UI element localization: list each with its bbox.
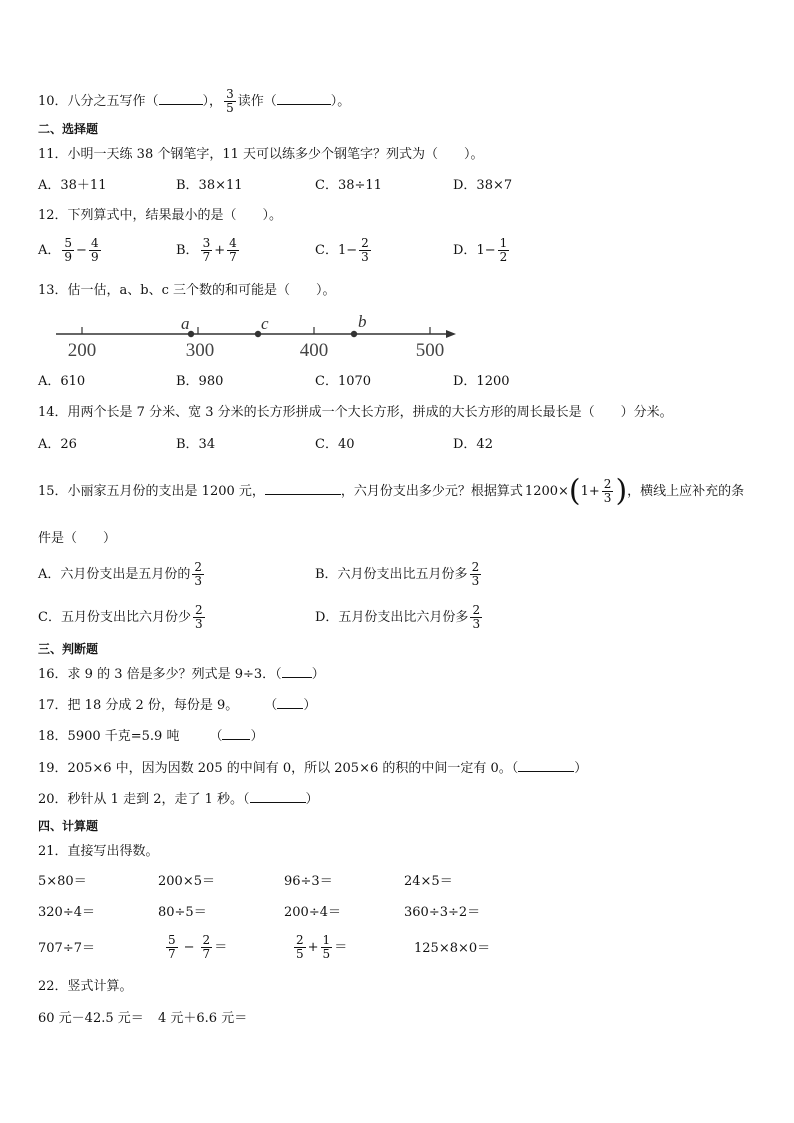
calc-item: $\frac{2}{5}$ + $\frac{1}{5}$ ＝ <box>296 933 348 961</box>
question-15-stem-cont: 件是（ ） <box>38 531 117 546</box>
fraction: $\frac{3}{5}$ <box>226 87 234 115</box>
fraction: $\frac{2}{5}$ <box>296 933 304 961</box>
calc-item: 707÷7＝ <box>38 941 95 956</box>
question-11-stem: 11．小明一天练 38 个钢笔字，11 天可以练多少个钢笔字？列式为（ ）。 <box>38 147 484 162</box>
section-heading: 二、选择题 <box>38 122 99 136</box>
question-19: 19．205×6 中，因为因数 205 的中间有 0，所以 205×6 的积的中间一定有 0。（ ） <box>38 761 588 776</box>
answer-blank[interactable] <box>282 665 312 678</box>
option-d[interactable]: D．五月份支出比六月份多 $\frac{2}{3}$ <box>315 603 481 631</box>
question-16: 16．求 9 的 3 倍是多少？列式是 9÷3．（ ） <box>38 667 325 682</box>
question-20: 20．秒针从 1 走到 2，走了 1 秒。（ ） <box>38 792 319 807</box>
option-d[interactable]: D．1200 <box>453 374 510 389</box>
answer-blank[interactable] <box>159 92 203 105</box>
option-b[interactable]: B． $\frac{3}{7}$ + $\frac{4}{7}$ <box>176 236 237 264</box>
option-a[interactable]: A．六月份支出是五月份的 $\frac{2}{3}$ <box>38 560 203 588</box>
option-c[interactable]: C．38÷11 <box>315 178 382 193</box>
question-12-stem: 12．下列算式中，结果最小的是（ ）。 <box>38 208 283 223</box>
fraction: $\frac{2}{3}$ <box>603 477 612 505</box>
option-d[interactable]: D．1− $\frac{1}{2}$ <box>453 236 508 264</box>
fraction: $\frac{4}{9}$ <box>90 236 99 264</box>
fraction: $\frac{4}{7}$ <box>229 236 237 264</box>
number-line <box>50 310 460 362</box>
tick-label: 500 <box>415 340 445 361</box>
option-b[interactable]: B．38×11 <box>176 178 243 193</box>
point-label: c <box>261 314 269 333</box>
option-d[interactable]: D．42 <box>453 437 493 452</box>
calc-item: 60 元－42.5 元＝ <box>38 1011 144 1026</box>
answer-blank[interactable] <box>277 92 331 105</box>
fraction: $\frac{2}{3}$ <box>194 560 203 588</box>
question-21-stem: 21．直接写出得数。 <box>38 844 159 859</box>
option-a[interactable]: A．610 <box>38 374 86 389</box>
option-c[interactable]: C．1− $\frac{2}{3}$ <box>315 236 369 264</box>
answer-blank[interactable] <box>277 696 303 709</box>
question-10: 10．八分之五写作（ ）， $\frac{3}{5}$ 读作（ ）。 <box>38 87 351 115</box>
answer-blank[interactable] <box>265 482 341 495</box>
option-b[interactable]: B．六月份支出比五月份多 $\frac{2}{3}$ <box>315 560 480 588</box>
fraction: $\frac{2}{3}$ <box>472 603 481 631</box>
option-a[interactable]: A．26 <box>38 437 77 452</box>
fraction: $\frac{1}{5}$ <box>322 933 331 961</box>
option-c[interactable]: C．1070 <box>315 374 372 389</box>
fraction: $\frac{2}{7}$ <box>202 933 211 961</box>
fraction: $\frac{3}{7}$ <box>202 236 211 264</box>
calc-item: 80÷5＝ <box>158 905 207 920</box>
tick-label: 400 <box>299 340 329 361</box>
question-14-stem: 14．用两个长是 7 分米、宽 3 分米的长方形拼成一个大长方形，拼成的大长方形的周长最长是（ ）分米。 <box>38 405 673 420</box>
option-b[interactable]: B．980 <box>176 374 224 389</box>
question-15-stem: 15．小丽家五月份的支出是 1200 元， ，六月份支出多少元？根据算式 1200×(1+ $\frac{2}{3}$ )，横线上应补充的条 <box>38 473 745 509</box>
point-label: b <box>358 312 367 331</box>
point-label: a <box>181 314 190 333</box>
option-a[interactable]: A． $\frac{5}{9}$ − $\frac{4}{9}$ <box>38 236 99 264</box>
calc-item: 4 元＋6.6 元＝ <box>158 1011 248 1026</box>
fraction: $\frac{1}{2}$ <box>499 236 508 264</box>
calc-item: 320÷4＝ <box>38 905 95 920</box>
calc-item: 200×5＝ <box>158 874 215 889</box>
option-d[interactable]: D．38×7 <box>453 178 513 193</box>
calc-item: 24×5＝ <box>404 874 453 889</box>
fraction: $\frac{5}{7}$ <box>168 933 176 961</box>
option-c[interactable]: C．40 <box>315 437 355 452</box>
q10-text-a: 10．八分之五写作（ <box>38 94 159 109</box>
question-18: 18．5900 千克=5.9 吨 （ ） <box>38 729 264 744</box>
option-a[interactable]: A．38＋11 <box>38 178 107 193</box>
tick-label: 300 <box>185 340 215 361</box>
fraction: $\frac{2}{3}$ <box>471 560 480 588</box>
question-17: 17．把 18 分成 2 份，每份是 9。 （ ） <box>38 698 317 713</box>
tick-label: 200 <box>67 340 97 361</box>
section-heading: 四、计算题 <box>38 819 99 833</box>
section-heading: 三、判断题 <box>38 642 99 656</box>
question-22-stem: 22．竖式计算。 <box>38 979 133 994</box>
question-13-stem: 13．估一估，a、b、c 三个数的和可能是（ ）。 <box>38 283 336 298</box>
fraction: $\frac{5}{9}$ <box>64 236 73 264</box>
answer-blank[interactable] <box>222 727 250 740</box>
option-c[interactable]: C．五月份支出比六月份少 $\frac{2}{3}$ <box>38 603 203 631</box>
arrow-head-icon <box>446 330 456 338</box>
calc-item: 360÷3÷2＝ <box>404 905 481 920</box>
fraction: $\frac{2}{3}$ <box>194 603 203 631</box>
calc-item: 125×8×0＝ <box>414 941 491 956</box>
calc-item: 96÷3＝ <box>284 874 333 889</box>
calc-item: 5×80＝ <box>38 874 87 889</box>
answer-blank[interactable] <box>250 790 306 803</box>
option-b[interactable]: B．34 <box>176 437 216 452</box>
point-b <box>351 331 357 337</box>
fraction: $\frac{2}{3}$ <box>361 236 369 264</box>
formula: 1200×(1+ $\frac{2}{3}$ ) <box>524 473 628 509</box>
calc-item: 200÷4＝ <box>284 905 341 920</box>
answer-blank[interactable] <box>518 759 574 772</box>
calc-item: $\frac{5}{7}$ − $\frac{2}{7}$ ＝ <box>168 933 228 961</box>
